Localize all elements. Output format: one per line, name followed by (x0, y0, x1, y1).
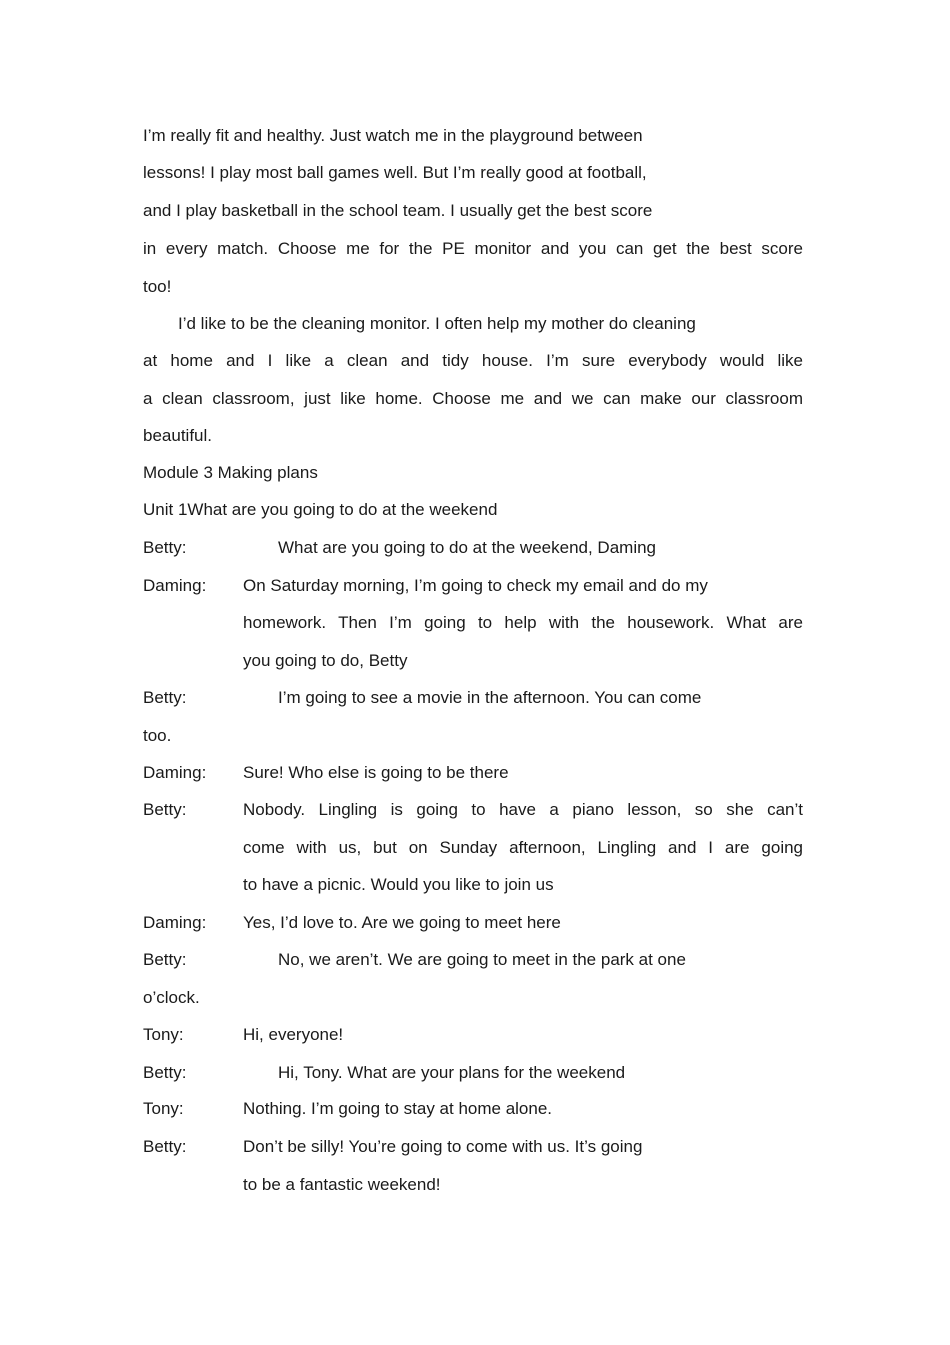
unit-title: Unit 1What are you going to do at the weekend (143, 500, 498, 519)
intro-p2-line-3: a clean classroom, just like home. Choose me and we can make our classroom (143, 389, 803, 408)
dialogue-line: o’clock. (143, 988, 200, 1007)
speaker-label: Tony: (143, 1025, 184, 1044)
dialogue-line: What are you going to do at the weekend, Daming (278, 538, 657, 557)
intro-p1-line-1: I’m really fit and healthy. Just watch me in the playground between (143, 126, 643, 145)
intro-p2-line-2: at home and I like a clean and tidy house. I’m sure everybody would like (143, 351, 803, 370)
intro-p2-line-4: beautiful. (143, 426, 212, 445)
speaker-label: Daming: (143, 763, 207, 782)
intro-p1-line-5: too! (143, 277, 172, 296)
dialogue-line: I’m going to see a movie in the afternoon. You can come (278, 688, 702, 707)
speaker-label: Betty: (143, 1063, 187, 1082)
dialogue-line: to be a fantastic weekend! (243, 1175, 441, 1194)
intro-p2-line-1: I’d like to be the cleaning monitor. I often help my mother do cleaning (178, 314, 696, 333)
dialogue-line: On Saturday morning, I’m going to check my email and do my (243, 576, 708, 595)
speaker-label: Betty: (143, 538, 187, 557)
dialogue-line: No, we aren’t. We are going to meet in the park at one (278, 950, 686, 969)
dialogue-line: Hi, Tony. What are your plans for the weekend (278, 1063, 626, 1082)
speaker-label: Daming: (143, 913, 207, 932)
dialogue-line: Sure! Who else is going to be there (243, 763, 509, 782)
dialogue-line: come with us, but on Sunday afternoon, Lingling and I are going (243, 838, 803, 857)
dialogue-line: Yes, I’d love to. Are we going to meet here (243, 913, 561, 932)
intro-p1-line-4: in every match. Choose me for the PE monitor and you can get the best score (143, 239, 803, 258)
dialogue-line: Hi, everyone! (243, 1025, 344, 1044)
speaker-label: Daming: (143, 576, 207, 595)
intro-p1-line-2: lessons! I play most ball games well. But I’m really good at football, (143, 163, 647, 182)
speaker-label: Betty: (143, 688, 187, 707)
dialogue-line: too. (143, 726, 172, 745)
speaker-label: Betty: (143, 950, 187, 969)
speaker-label: Betty: (143, 800, 187, 819)
speaker-label: Betty: (143, 1137, 187, 1156)
dialogue-line: to have a picnic. Would you like to join us (243, 875, 554, 894)
speaker-label: Tony: (143, 1099, 184, 1118)
dialogue-line: Nothing. I’m going to stay at home alone. (243, 1099, 553, 1118)
dialogue-line: Nobody. Lingling is going to have a piano lesson, so she can’t (243, 800, 803, 819)
dialogue-line: you going to do, Betty (243, 651, 408, 670)
module-title: Module 3 Making plans (143, 463, 318, 482)
dialogue-line: homework. Then I’m going to help with the housework. What are (243, 613, 803, 632)
dialogue-line: Don’t be silly! You’re going to come with us. It’s going (243, 1137, 643, 1156)
intro-p1-line-3: and I play basketball in the school team. I usually get the best score (143, 201, 653, 220)
